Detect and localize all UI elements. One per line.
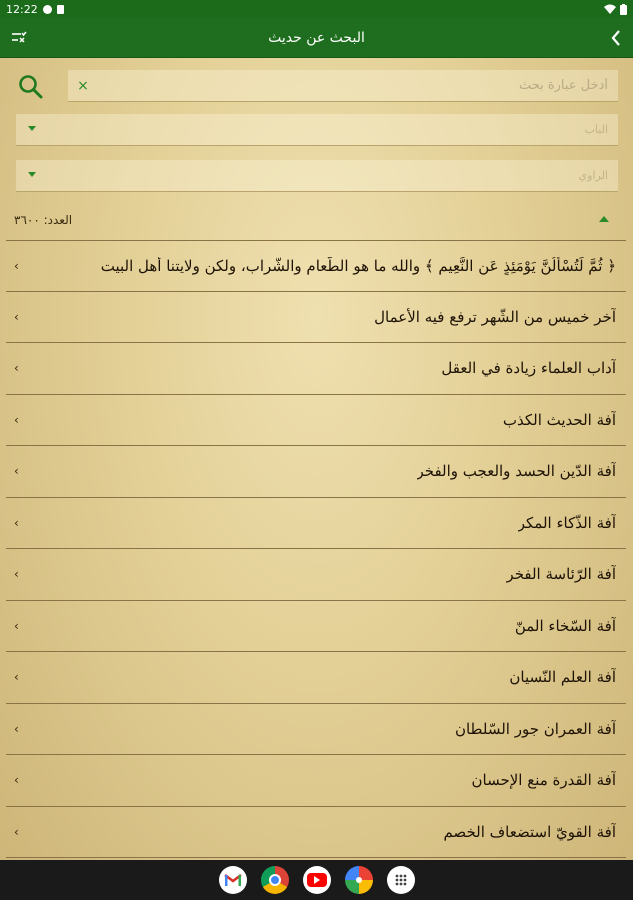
list-item-text: آفة الرّئاسة الفخر — [506, 565, 616, 584]
notification-icon — [43, 5, 52, 14]
system-nav-bar — [0, 860, 633, 900]
list-item[interactable] — [6, 498, 626, 550]
list-item-text: آخر خميس من الشّهر ترفع فيه الأعمال — [374, 307, 616, 326]
list-item-text: آفة الحديث الكذب — [502, 410, 616, 429]
search-input[interactable] — [98, 70, 618, 101]
list-item[interactable] — [6, 601, 626, 653]
list-item[interactable] — [6, 240, 626, 292]
results-count-bar — [0, 206, 633, 234]
chevron-left-icon: ‹ — [14, 259, 19, 273]
chevron-left-icon: ‹ — [14, 670, 19, 684]
dropdown-arrow-icon — [28, 172, 36, 177]
narrator-dropdown-hint: الراوي — [578, 169, 608, 182]
chevron-left-icon: ‹ — [14, 721, 19, 736]
app-bar — [0, 18, 633, 58]
chevron-left-icon: ‹ — [14, 824, 19, 839]
list-item[interactable] — [6, 343, 626, 395]
battery-icon — [620, 4, 627, 15]
status-bar — [0, 0, 633, 18]
list-item-text: آفة القويّ استضعاف الخصم — [443, 822, 616, 841]
page-title: البحث عن حديث — [268, 29, 365, 46]
youtube-icon[interactable] — [303, 866, 331, 894]
list-item[interactable] — [6, 704, 626, 756]
chevron-left-icon: ‹ — [14, 618, 19, 633]
list-item-text: آفة العلم النّسيان — [509, 668, 616, 687]
chevron-left-icon: ‹ — [14, 773, 19, 787]
list-item[interactable] — [6, 292, 626, 344]
back-icon[interactable] — [607, 27, 625, 49]
clear-search-button[interactable]: × — [77, 77, 89, 94]
chevron-left-icon: ‹ — [14, 412, 19, 427]
search-field — [68, 70, 618, 102]
list-item-text: آفة السّخاء المنّ — [514, 616, 616, 635]
list-item[interactable] — [6, 395, 626, 447]
collapse-icon[interactable] — [599, 216, 609, 222]
chrome-icon[interactable] — [261, 866, 289, 894]
chevron-left-icon: ‹ — [14, 361, 19, 375]
chapter-dropdown[interactable] — [16, 114, 618, 146]
app-drawer-icon[interactable] — [387, 866, 415, 894]
chapter-dropdown-hint: الباب — [584, 123, 608, 136]
wifi-icon — [604, 4, 616, 14]
chevron-left-icon: ‹ — [14, 567, 19, 581]
search-icon[interactable] — [16, 72, 44, 100]
narrator-dropdown[interactable] — [16, 160, 618, 192]
chevron-left-icon: ‹ — [14, 515, 19, 530]
status-time: 12:22 — [6, 2, 38, 16]
list-item[interactable] — [6, 446, 626, 498]
list-item[interactable] — [6, 549, 626, 601]
dropdown-arrow-icon — [28, 126, 36, 131]
list-item-text: آفة الذّكاء المكر — [517, 513, 616, 532]
chevron-left-icon: ‹ — [14, 309, 19, 324]
list-item[interactable] — [6, 652, 626, 704]
results-list — [6, 240, 626, 858]
list-item-text: آفة العمران جور السّلطان — [454, 719, 616, 738]
list-item-text: آداب العلماء زيادة في العقل — [441, 359, 616, 378]
list-item[interactable] — [6, 807, 626, 859]
sim-icon — [57, 5, 64, 14]
results-count: العدد: ٣٦٠٠ — [14, 213, 73, 227]
list-item[interactable] — [6, 755, 626, 807]
gmail-icon[interactable] — [219, 866, 247, 894]
list-item-text: ﴿ ثُمَّ لَتُسْأَلُنَّ يَوْمَئِذٍ عَنِ النَّعِيمِ ﴾ والله ما هو الطَّعام والشَّراب، ولكن ولايتنا أهل البيت — [100, 256, 616, 275]
chevron-left-icon: ‹ — [14, 464, 19, 478]
list-item-text: آفة القدرة منع الإحسان — [471, 771, 616, 790]
photos-icon[interactable] — [345, 866, 373, 894]
list-item-text: آفة الدّين الحسد والعجب والفخر — [416, 462, 616, 481]
